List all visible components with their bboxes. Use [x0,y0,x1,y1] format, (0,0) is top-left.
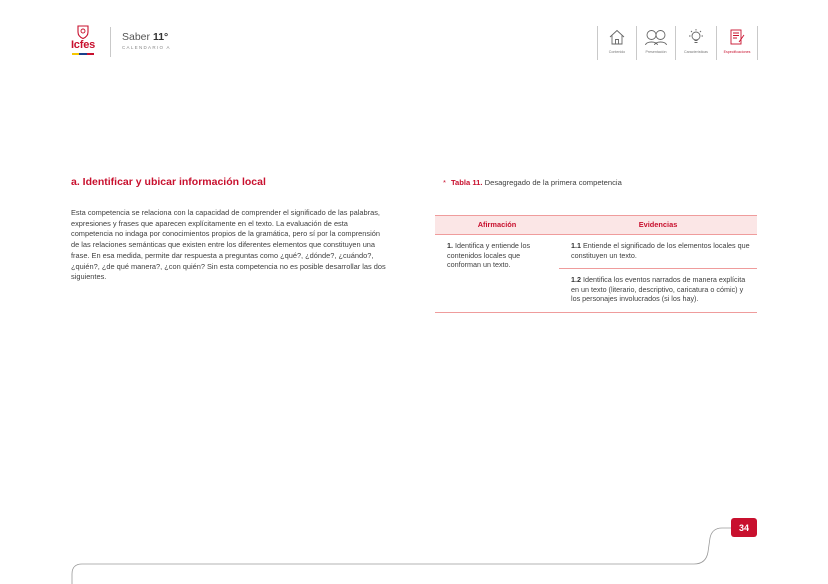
logo-text: Icfes [70,39,96,51]
nav-label: Contenido [608,50,626,54]
page-number-badge: 34 [731,518,757,537]
brand-title: Saber 11° [122,31,169,43]
brand-subtitle: CALENDARIO A [122,45,171,50]
caption-star: * [443,178,446,187]
caption-label: Tabla 11. [450,178,483,187]
header-afirmacion: Afirmación [435,216,559,235]
section-title: a. Identificar y ubicar información local [71,176,266,188]
nav-label: Especificaciones [723,50,751,54]
nav-label: Presentación [645,50,667,54]
section-body: Esta competencia se relaciona con la capacidad de comprender el significado de las palabras, expresiones y frases que aparecen explícitamente en el texto. La evaluación de esta competencia no indaga por conocimientos propios de la gramática, pero sí por la comprensión de las relaciones semánticas que existen entre los diferentes elementos que constituyen una frase. En esa medida, permite dar respuesta a preguntas como ¿qué?, ¿dónde?, ¿cuándo?, ¿quién?, ¿de qué manera?, ¿con quién? Sin esta competencia no es posible desarrollar las dos siguientes. [71,208,386,282]
evidence-cell: 1.1 Entiende el significado de los elementos locales que constituyen un texto. [559,235,757,269]
affirmation-cell: 1. Identifica y entiende los contenidos locales que conforman un texto. [435,235,559,313]
nav-label: Características [684,50,708,54]
header-evidencias: Evidencias [559,216,757,235]
caption-text: Desagregado de la primera competencia [484,178,622,187]
evidence-cell: 1.2 Identifica los eventos narrados de manera explícita en un texto (literario, descriptivo, caricatura o cómic) y los personajes involucrados (si los hay). [559,269,757,313]
